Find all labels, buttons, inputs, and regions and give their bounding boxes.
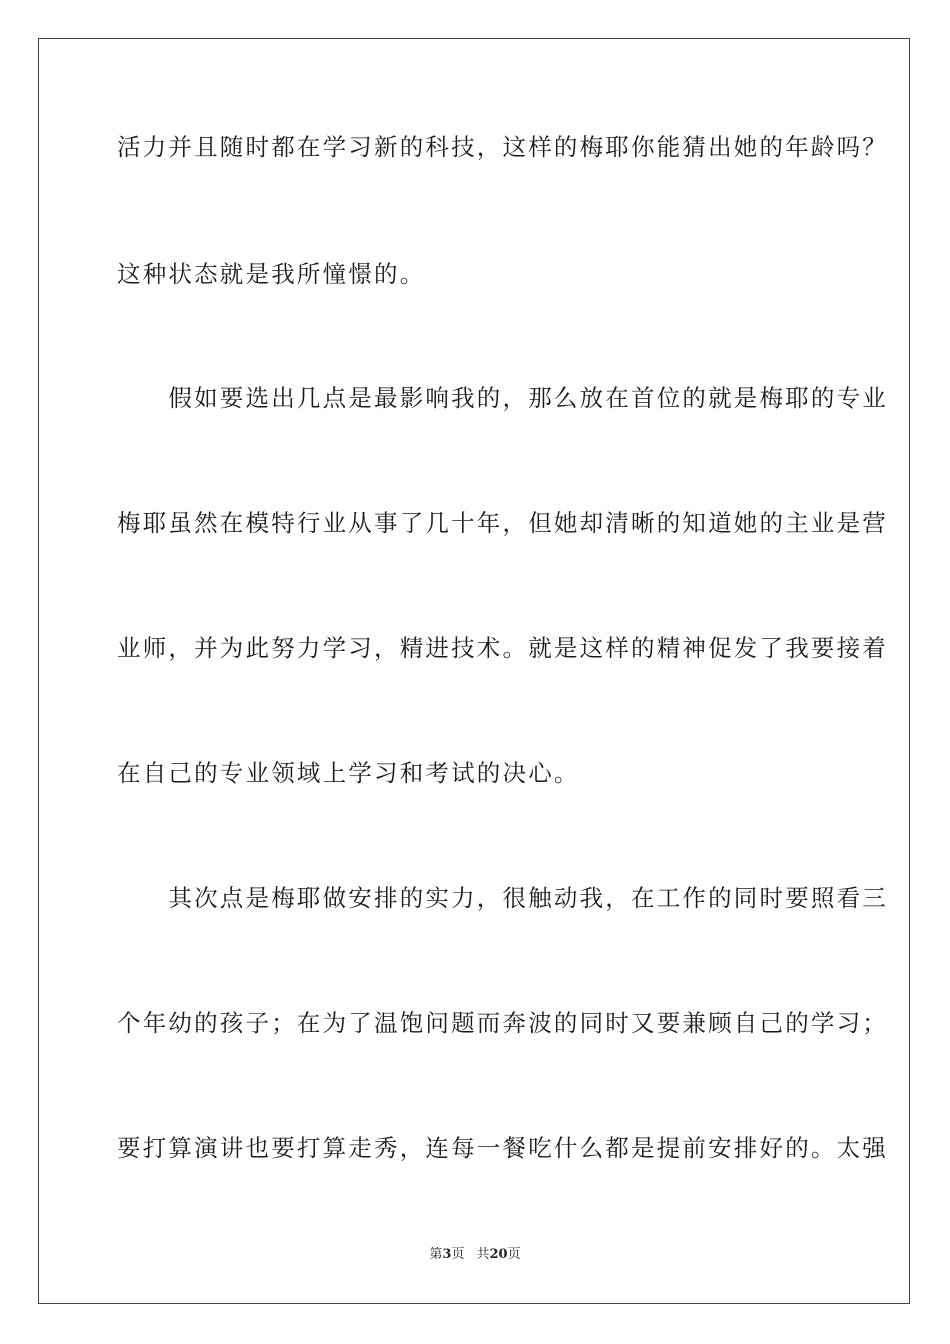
page-border xyxy=(38,38,910,1304)
total-pages: 20 xyxy=(489,1247,508,1262)
total-suffix: 页 xyxy=(507,1247,521,1262)
text-line: 在自己的专业领域上学习和考试的决心。 xyxy=(117,759,580,787)
total-prefix: 共 xyxy=(476,1247,490,1262)
text-line: 这种状态就是我所憧憬的。 xyxy=(117,260,426,288)
page-prefix: 第 xyxy=(429,1247,443,1262)
text-line: 其次点是梅耶做安排的实力，很触动我，在工作的同时要照看三 xyxy=(117,884,888,912)
text-line: 活力并且随时都在学习新的科技，这样的梅耶你能猜出她的年龄吗？ xyxy=(117,133,888,161)
text-line: 梅耶虽然在模特行业从事了几十年，但她却清晰的知道她的主业是营 xyxy=(117,509,888,537)
text-line: 个年幼的孩子；在为了温饱问题而奔波的同时又要兼顾自己的学习； xyxy=(117,1009,888,1037)
page-footer xyxy=(0,1246,950,1264)
text-line: 要打算演讲也要打算走秀，连每一餐吃什么都是提前安排好的。太强 xyxy=(117,1134,888,1162)
text-line: 假如要选出几点是最影响我的，那么放在首位的就是梅耶的专业 xyxy=(117,384,888,412)
page-number: 3 xyxy=(442,1247,452,1262)
page-suffix: 页 xyxy=(451,1247,465,1262)
text-line: 业师，并为此努力学习，精进技术。就是这样的精神促发了我要接着 xyxy=(117,634,888,662)
